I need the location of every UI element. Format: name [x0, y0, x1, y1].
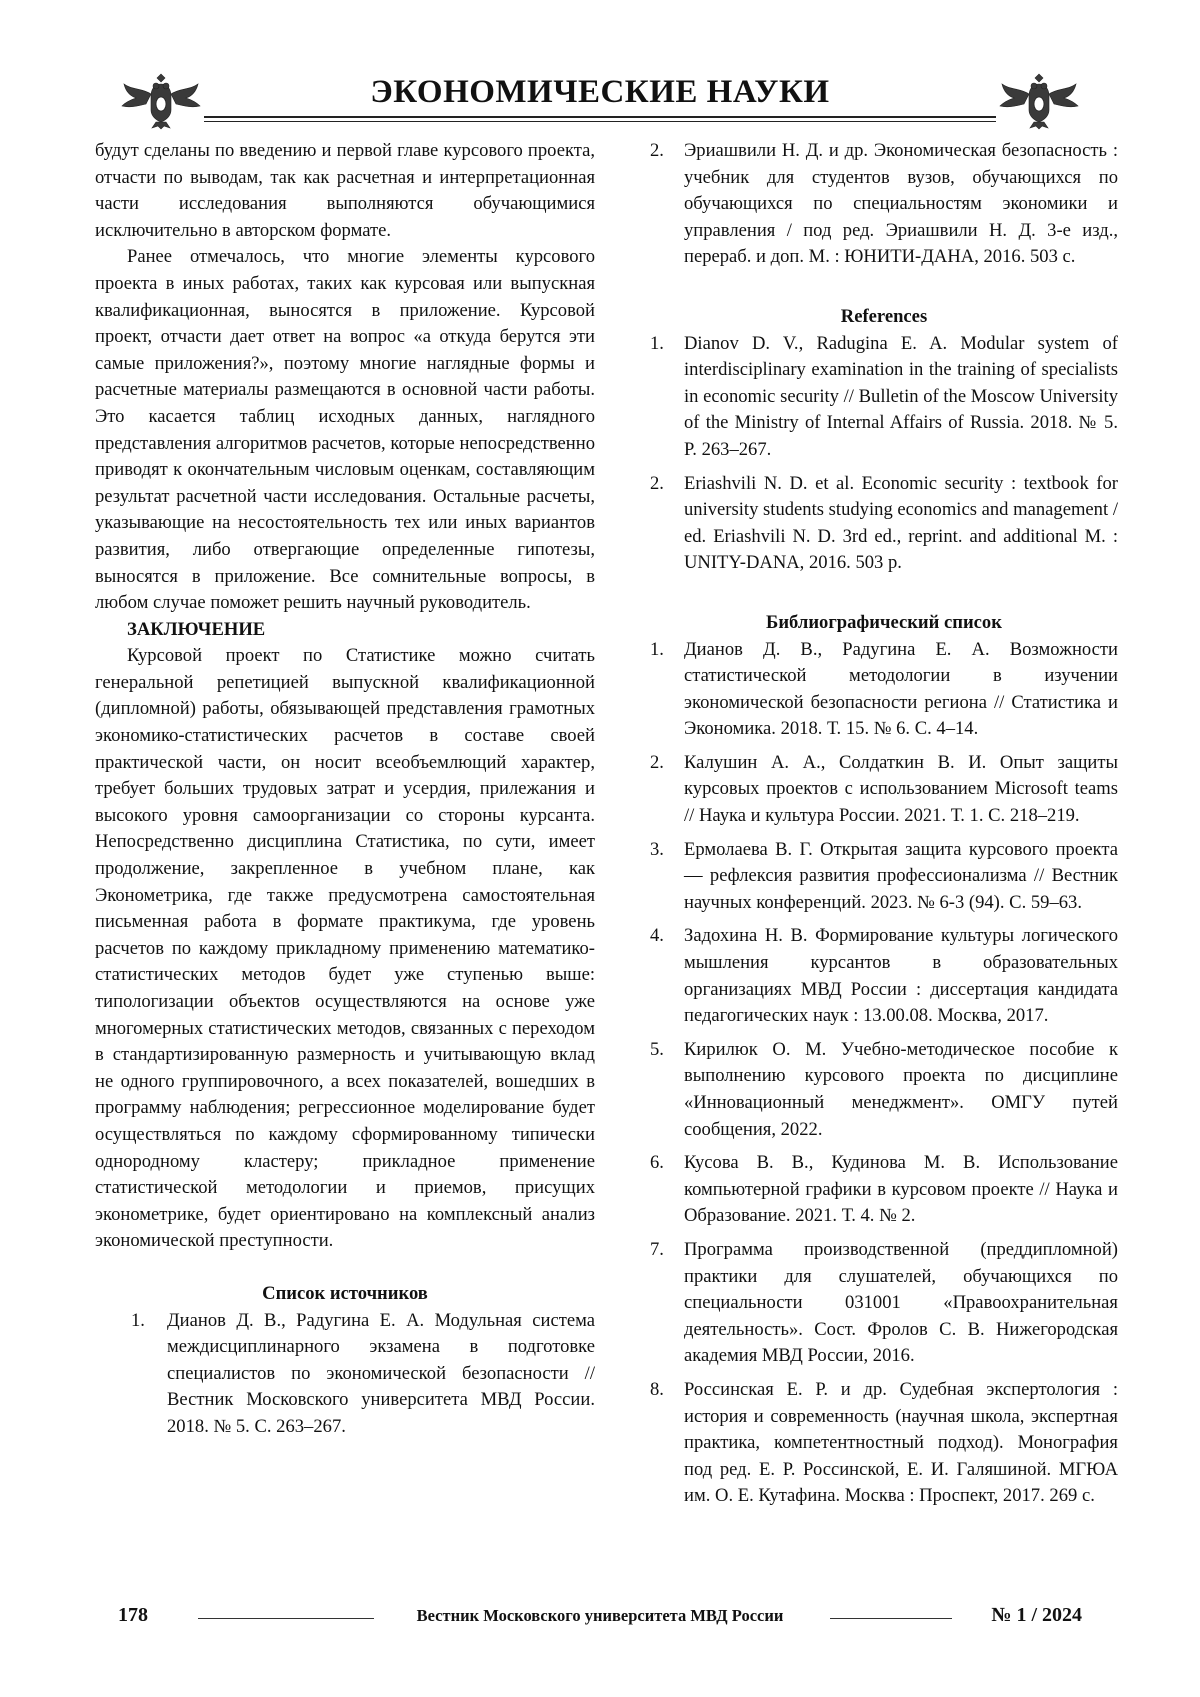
header-rule [204, 116, 996, 118]
reference-text: Eriashvili N. D. et al. Economic security : textbook for university students studying economics and management / ed. Eriashvili N. D. 3rd ed., reprint. and additional M. : UNITY-DANA, 2016. 503 p. [684, 472, 1118, 574]
bibliography-item [650, 1237, 1118, 1370]
source-number: 2. [650, 140, 664, 161]
bibliography-number: 2. [650, 751, 664, 773]
bibliography-text: Программа производственной (преддипломной) практики для слушателей, обучающихся по специальности 031001 «Правоохранительная деятельность». Сост. Фролов С. В. Нижегородская академия МВД России, 2016. [684, 1238, 1118, 1367]
page-number: 178 [118, 1604, 148, 1626]
sources-heading: Список источников [262, 1282, 428, 1304]
body-paragraph: Ранее отмечалось, что многие элементы курсового проекта в иных работах, таких как курсовая или выпускная квалификационная, выносятся в приложение. Курсовой проект, отчасти дает ответ на вопрос «а откуда берутся эти самые приложения?», поэтому многие наглядные формы и расчетные материалы размещаются в основной части работы. Это касается таблиц исходных данных, наглядного представления алгоритмов расчетов, которые непосредственно приводят к окончательным числовым оценкам, составляющим результат расчетной части исследования. Остальные расчеты, указывающие на несостоятельность тех или иных вариантов развития, либо отвергающие определенные гипотезы, выносятся в приложение. Все сомнительные вопросы, в любом случае поможет решить научный руководитель. [95, 246, 595, 614]
reference-number: 1. [650, 332, 664, 354]
reference-text: Dianov D. V., Radugina E. A. Modular system of interdisciplinary examination in the training of specialists in economic security // Bulletin of the Moscow University of the Ministry of Internal Affairs of Russia. 2018. № 5. P. 263–267. [684, 332, 1118, 460]
bibliography-text: Дианов Д. В., Радугина Е. А. Возможности статистической методологии в изучении экономической безопасности региона // Статистика и Экономика. 2018. Т. 15. № 6. С. 4–14. [684, 638, 1118, 740]
body-paragraph: будут сделаны по введению и первой главе курсового проекта, отчасти по выводам, так как расчетная и интерпретационная части исследования выполняются обучающимися исключительно в авторском формате. [95, 140, 595, 241]
bibliography-number: 8. [650, 1378, 664, 1400]
bibliography-item [650, 837, 1118, 917]
bibliography-item [650, 1150, 1118, 1230]
reference-item [650, 471, 1118, 577]
bibliography-item [650, 1377, 1118, 1510]
header-rule-thin [204, 121, 996, 122]
bibliography-number: 6. [650, 1152, 664, 1174]
page-header [118, 70, 1082, 130]
source-number: 1. [131, 1309, 145, 1331]
references-heading: References [840, 305, 928, 327]
right-column [650, 138, 1118, 1517]
source-text: Эриашвили Н. Д. и др. Экономическая безопасность : учебник для студентов вузов, обучающихся по обучающихся по специальностям экономики и управления / под ред. Эриашвили Н. Д. 3-е изд., перераб. и доп. М. : ЮНИТИ-ДАНА, 2016. 503 с. [684, 140, 1118, 268]
bibliography-heading: Библиографический список [766, 611, 1002, 633]
bibliography-text: Калушин А. А., Солдаткин В. И. Опыт защиты курсовых проектов с использованием Microsoft teams // Наука и культура России. 2021. Т. 1. С. 218–219. [684, 751, 1118, 827]
bibliography-number: 4. [650, 925, 664, 947]
double-headed-eagle-icon [118, 70, 204, 130]
bibliography-text: Ермолаева В. Г. Открытая защита курсового проекта — рефлексия развития профессионализма // Вестник научных конференций. 2023. № 6-3 (94). С. 59–63. [684, 838, 1118, 913]
reference-number: 2. [650, 472, 664, 494]
double-headed-eagle-icon [996, 70, 1082, 130]
bibliography-text: Задохина Н. В. Формирование культуры логического мышления курсантов в образовательных организациях МВД России : диссертация кандидата педагогических наук : 13.00.08. Москва, 2017. [684, 925, 1118, 1027]
left-column [95, 138, 595, 1448]
conclusion-heading: ЗАКЛЮЧЕНИЕ [127, 618, 266, 640]
source-item [650, 138, 1118, 271]
bibliography-text: Кусова В. В., Кудинова М. В. Использование компьютерной графики в курсовом проекте // Наука и Образование. 2021. Т. 4. № 2. [684, 1152, 1118, 1227]
bibliography-item [650, 637, 1118, 743]
bibliography-number: 5. [650, 1038, 664, 1060]
issue-number: № 1 / 2024 [991, 1604, 1082, 1626]
bibliography-text: Россинская Е. Р. и др. Судебная экспертология : история и современность (научная школа, экспертная практика, компетентностный подход). Монография под ред. Е. Р. Россинской, Е. И. Галяшиной. МГЮА им. О. Е. Кутафина. Москва : Проспект, 2017. 269 с. [684, 1378, 1118, 1507]
page-footer [118, 1604, 1082, 1634]
bibliography-number: 1. [650, 638, 664, 660]
source-item [131, 1308, 595, 1441]
section-title: ЭКОНОМИЧЕСКИЕ НАУКИ [370, 74, 830, 110]
footer-rule [830, 1618, 952, 1619]
bibliography-item [650, 1037, 1118, 1143]
reference-item [650, 331, 1118, 464]
bibliography-number: 7. [650, 1238, 664, 1260]
journal-name: Вестник Московского университета МВД России [416, 1606, 784, 1625]
bibliography-item [650, 923, 1118, 1029]
conclusion-paragraph: Курсовой проект по Статистике можно считать генеральной репетицией выпускной квалификационной (дипломной) работы, обязывающей представления грамотных экономико-статистических расчетов в составе своей практической части, он носит всеобъемлющий характер, требует больших трудовых затрат и усердия, прилежания и высокого уровня самоорганизации со стороны курсанта. Непосредственно дисциплина Статистика, по сути, имеет продолжение, закрепленное в учебном плане, как Эконометрика, где также предусмотрена самостоятельная письменная работа в формате практикума, где уровень расчетов по каждому прикладному применению математико-статистических методов будет уже ступенью выше: типологизации объектов осуществляются на основе уже многомерных статистических методов, связанных с переходом в стандартизированную размерность и учитывающую вклад не одного группировочного, а всех показателей, вошедших в программу наблюдения; регрессионное моделирование будет осуществляться по каждому сформированному типически однородному кластеру; прикладное применение статистической методологии и приемов, присущих эконометрике, будет ориентировано на комплексный анализ экономической преступности. [95, 645, 595, 1252]
bibliography-number: 3. [650, 838, 664, 860]
bibliography-item [650, 750, 1118, 830]
source-text: Дианов Д. В., Радугина Е. А. Модульная система междисциплинарного экзамена в подготовке специалистов по экономической безопасности // Вестник Московского университета МВД России. 2018. № 5. С. 263–267. [167, 1309, 595, 1437]
bibliography-text: Кирилюк О. М. Учебно-методическое пособие к выполнению курсового проекта по дисциплине «Инновационный менеджмент». ОМГУ путей сообщения, 2022. [684, 1038, 1118, 1140]
